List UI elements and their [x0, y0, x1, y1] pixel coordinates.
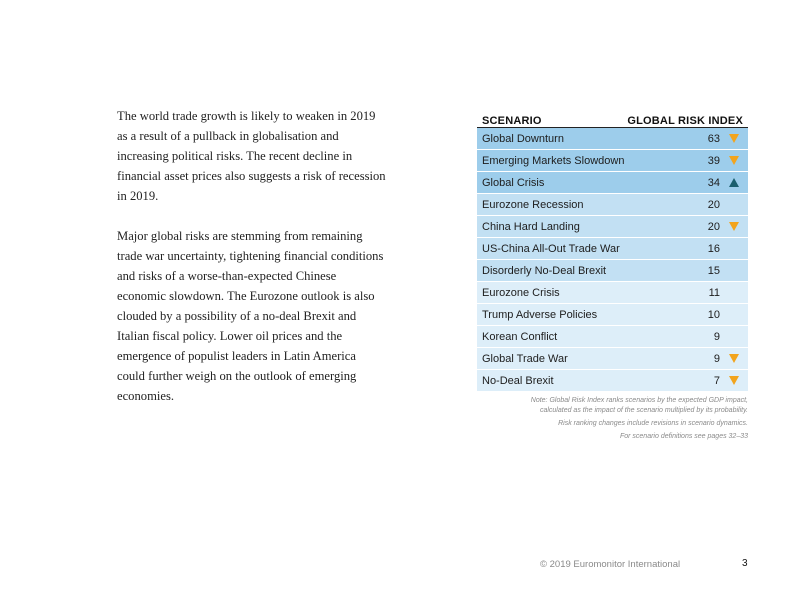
trend-none: [720, 282, 748, 303]
scenario-name: US-China All-Out Trade War: [482, 242, 620, 255]
risk-index-value: 34: [707, 176, 720, 189]
scenario-name: Korean Conflict: [482, 330, 558, 343]
body-paragraph-1: The world trade growth is likely to weaken in 2019 as a result of a pullback in globalisation and increasing political risks. The recent decline in financial asset prices also suggests a risk of recession in 2019.: [117, 109, 386, 203]
trend-none: [720, 326, 748, 347]
trend-down-icon: [720, 150, 748, 171]
body-text: [117, 106, 387, 426]
risk-index-table: [477, 110, 748, 392]
table-row: [477, 326, 748, 348]
risk-index-value: 20: [707, 220, 720, 233]
header-global-risk-index: GLOBAL RISK INDEX: [627, 115, 743, 127]
trend-down-icon: [720, 370, 748, 391]
risk-index-value: 10: [707, 308, 720, 321]
trend-down-icon: [720, 216, 748, 237]
trend-none: [720, 194, 748, 215]
table-row: [477, 238, 748, 260]
note-line-3: Risk ranking changes include revisions in scenario dynamics.: [558, 420, 748, 427]
body-paragraph-2: Major global risks are stemming from remaining trade war uncertainty, tightening financial conditions and risks of a worse-than-expected Chinese economic slowdown. The Eurozone outlook is also clouded by a possibility of a no-deal Brexit and Italian fiscal policy. Lower oil prices and the emergence of populist leaders in Latin America could further weigh on the outlook of emerging economies.: [117, 229, 384, 403]
risk-index-value: 9: [713, 352, 720, 365]
scenario-name: Global Crisis: [482, 176, 545, 189]
risk-index-value: 39: [707, 154, 720, 167]
footer-copyright: © 2019 Euromonitor International: [540, 559, 681, 570]
note-line-1: Note: Global Risk Index ranks scenarios by the expected GDP impact,: [530, 397, 748, 404]
table-row: [477, 194, 748, 216]
scenario-name: No-Deal Brexit: [482, 374, 554, 387]
risk-index-value: 15: [707, 264, 720, 277]
table-row: [477, 260, 748, 282]
table-header: [477, 110, 748, 128]
trend-down-icon: [720, 348, 748, 369]
trend-down-icon: [720, 128, 748, 149]
risk-index-value: 20: [707, 198, 720, 211]
scenario-name: Emerging Markets Slowdown: [482, 154, 625, 167]
table-row: [477, 128, 748, 150]
table-row: [477, 172, 748, 194]
trend-none: [720, 304, 748, 325]
trend-none: [720, 238, 748, 259]
risk-index-value: 11: [708, 286, 720, 299]
table-notes: [470, 396, 748, 445]
table-row: [477, 348, 748, 370]
risk-index-value: 63: [707, 132, 720, 145]
trend-up-icon: [720, 172, 748, 193]
table-row: [477, 282, 748, 304]
table-row: [477, 150, 748, 172]
scenario-name: Trump Adverse Policies: [482, 308, 598, 321]
risk-index-value: 7: [713, 374, 720, 387]
table-row: [477, 370, 748, 392]
note-line-4: For scenario definitions see pages 32–33: [619, 433, 748, 440]
scenario-name: Global Downturn: [482, 132, 564, 145]
page-number: 3: [742, 558, 748, 569]
risk-index-value: 16: [707, 242, 720, 255]
scenario-name: Global Trade War: [482, 352, 568, 365]
scenario-name: Eurozone Crisis: [482, 286, 560, 299]
scenario-name: China Hard Landing: [482, 220, 580, 233]
scenario-name: Disorderly No-Deal Brexit: [482, 264, 607, 277]
table-row: [477, 216, 748, 238]
trend-none: [720, 260, 748, 281]
scenario-name: Eurozone Recession: [482, 198, 584, 211]
note-line-2: calculated as the impact of the scenario multiplied by its probability.: [539, 407, 748, 414]
table-body: [477, 128, 748, 392]
table-row: [477, 304, 748, 326]
risk-index-value: 9: [713, 330, 720, 343]
header-scenario: SCENARIO: [482, 115, 542, 127]
